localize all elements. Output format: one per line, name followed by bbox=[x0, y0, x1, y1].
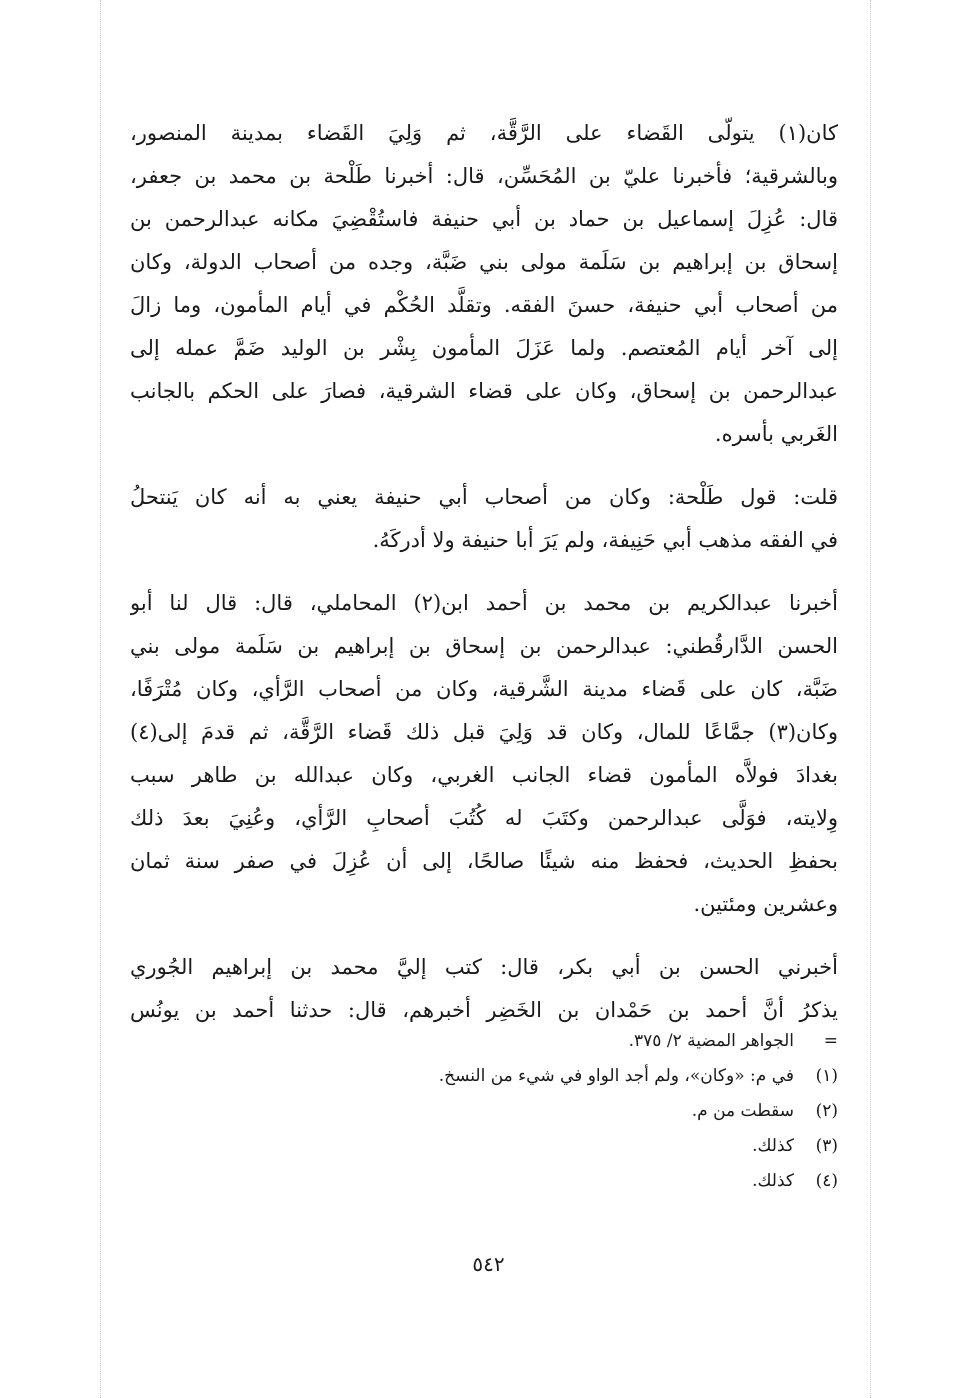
footnote-text: كذلك. bbox=[752, 1136, 794, 1156]
paragraph-1 bbox=[130, 112, 838, 456]
paragraph-3 bbox=[130, 582, 838, 926]
footnote-3 bbox=[130, 1129, 838, 1164]
main-text bbox=[130, 112, 838, 1052]
footnote-2 bbox=[130, 1094, 838, 1129]
text-line: يذكرُ أنَّ أحمد بن حَمْدان بن الخَضِر أخبرهم، قال: حدثنا أحمد بن يونُس bbox=[130, 998, 838, 1022]
footnote-text: كذلك. bbox=[752, 1171, 794, 1191]
text-line: إلى آخر أيام المُعتصم. ولما عَزَلَ المأمون بِشْر بن الوليد ضَمَّ عمله إلى bbox=[130, 336, 838, 360]
text-line: وكان(٣) جمَّاعًا للمال، وكان قد وَلِيَ قبل ذلك قَضاء الرَّقَّة، ثم قدمَ إلى(٤) bbox=[130, 720, 838, 744]
footnote-number: (٤) bbox=[815, 1171, 838, 1191]
footnote-number: (٣) bbox=[815, 1136, 838, 1156]
text-line: أخبرني الحسن بن أبي بكر، قال: كتب إليَّ محمد بن إبراهيم الجُوري bbox=[130, 955, 838, 979]
footnotes bbox=[130, 1024, 838, 1199]
text-line: الحسن الدَّارقُطني: عبدالرحمن بن إسحاق بن إبراهيم بن سَلَمة مولى بني bbox=[130, 634, 838, 658]
text-line: من أصحاب أبي حنيفة، حسنَ الفقه. وتقلَّد الحُكْم في أيام المأمون، وما زالَ bbox=[130, 293, 838, 317]
footnote-text: الجواهر المضية ٢/ ٣٧٥. bbox=[628, 1031, 794, 1051]
paragraph-4 bbox=[130, 946, 838, 1032]
continuation-mark: = bbox=[823, 1031, 838, 1051]
text-line: أخبرنا عبدالكريم بن محمد بن أحمد ابن(٢) المحاملي، قال: قال لنا أبو bbox=[130, 591, 838, 615]
scan-gutter-line bbox=[870, 0, 871, 1398]
page-number: ٥٤٢ bbox=[472, 1252, 505, 1276]
text-line: وبالشرقية؛ فأخبرنا عليّ بن المُحَسِّن، قال: أخبرنا طَلْحة بن محمد بن جعفر، bbox=[130, 164, 838, 188]
footnote-number: (١) bbox=[815, 1066, 838, 1086]
text-line: قال: عُزِلَ إسماعيل بن حماد بن أبي حنيفة فاستُقْضِيَ مكانه عبدالرحمن بن bbox=[130, 207, 838, 231]
text-line: وعشرين ومئتين. bbox=[693, 892, 838, 916]
footnote-text: سقطت من م. bbox=[691, 1101, 794, 1121]
text-line: في الفقه مذهب أبي حَنِيفة، ولم يَرَ أبا حنيفة ولا أدركَهُ. bbox=[372, 528, 838, 552]
text-line: الغَربي بأسره. bbox=[714, 422, 838, 446]
text-line: إسحاق بن إبراهيم بن سَلَمة مولى بني ضَبَّة، وجده من أصحاب الدولة، وكان bbox=[130, 250, 838, 274]
text-line: بغدادَ فولاَّه المأمون قضاء الجانب الغربي، وكان عبدالله بن طاهر سبب bbox=[130, 763, 838, 787]
text-line: ضَبَّة، كان على قَضاء مدينة الشَّرقية، وكان من أصحاب الرَّأي، وكان مُتْرَفًا، bbox=[130, 677, 838, 701]
text-line: وِلايته، فوَلَّى عبدالرحمن وكتَبَ له كُتُبَ أصحابِ الرَّأي، وعُنِيَ بعدَ ذلك bbox=[130, 806, 838, 830]
text-line: عبدالرحمن بن إسحاق، وكان على قضاء الشرقية، فصارَ على الحكم بالجانب bbox=[130, 379, 838, 403]
paragraph-2 bbox=[130, 476, 838, 562]
text-line: قلت: قول طَلْحة: وكان من أصحاب أبي حنيفة يعني به أنه كان يَنتحلُ bbox=[130, 485, 838, 509]
text-line: بحفظِ الحديث، فحفظ منه شيئًا صالحًا، إلى أن عُزِلَ في صفر سنة ثمان bbox=[130, 849, 838, 873]
footnote-4 bbox=[130, 1164, 838, 1199]
footnote-1 bbox=[130, 1059, 838, 1094]
footnote-text: في م: «وكان»، ولم أجد الواو في شيء من النسخ. bbox=[438, 1066, 794, 1086]
footnote-continuation bbox=[130, 1024, 838, 1059]
text-line: كان(١) يتولّى القَضاء على الرَّقَّة، ثم وَلِيَ القَضاء بمدينة المنصور، bbox=[130, 121, 838, 145]
footnote-number: (٢) bbox=[815, 1101, 838, 1121]
scan-gutter-line bbox=[100, 0, 101, 1398]
